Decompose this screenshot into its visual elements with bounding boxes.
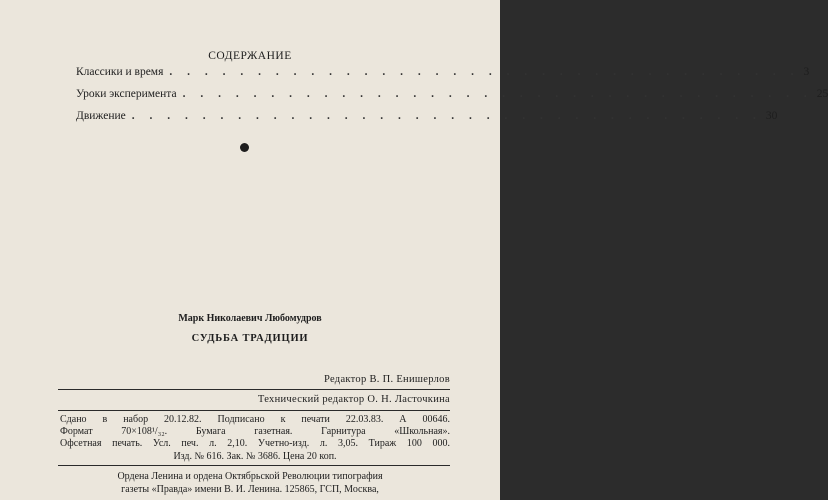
toc-entry-label: Классики и время — [76, 66, 164, 78]
book-title: СУДЬБА ТРАДИЦИИ — [191, 333, 309, 344]
author-name: Марк Николаевич Любомудров — [178, 313, 322, 324]
toc-dot-leader: . . . . . . . . . . . . . . . . . . . . . . . . . . . . . . . . . . . . — [182, 88, 813, 100]
toc-dot-leader: . . . . . . . . . . . . . . . . . . . . . . . . . . . . . . . . . . . . — [131, 110, 762, 122]
imprint-line: Изд. № 616. Зак. № 3686. Цена 20 коп. — [173, 450, 337, 462]
toc-entry-page: 25 — [816, 88, 828, 100]
toc-entry — [76, 66, 810, 88]
toc-entry-label: Уроки эксперимента — [76, 88, 177, 100]
toc-title: СОДЕРЖАНИЕ — [208, 50, 292, 62]
toc-entry — [76, 88, 828, 110]
imprint-line: Сдано в набор 20.12.82. Подписано к печати 22.03.83. А 00646. — [60, 414, 450, 425]
divider-rule — [58, 389, 450, 390]
printer-info — [50, 470, 450, 496]
toc-entry-page: 30 — [765, 110, 778, 122]
printer-line: Ордена Ленина и ордена Октябрьской Революции типография — [117, 471, 383, 482]
divider-rule — [58, 465, 450, 466]
table-of-contents — [76, 66, 828, 132]
imprint-line: Офсетная печать. Усл. печ. л. 2,10. Учетно-изд. л. 3,05. Тираж 100 000. — [60, 438, 450, 450]
toc-entry-page: 3 — [803, 66, 810, 78]
imprint-line: Формат 70×108¹/₃₂. Бумага газетная. Гарнитура «Школьная». — [60, 426, 450, 438]
toc-dot-leader: . . . . . . . . . . . . . . . . . . . . . . . . . . . . . . . . . . . . — [169, 66, 800, 78]
printer-line: газеты «Правда» имени В. И. Ленина. 125865, ГСП, Москва, — [121, 484, 379, 495]
toc-entry-label: Движение — [76, 110, 126, 122]
tech-editor-credit: Технический редактор О. Н. Ласточкина — [257, 394, 450, 405]
section-bullet-mark — [240, 143, 249, 152]
imprint-block — [60, 414, 450, 463]
toc-entry — [76, 110, 778, 132]
editor-credit: Редактор В. П. Енишерлов — [323, 374, 450, 385]
divider-rule — [58, 410, 450, 411]
